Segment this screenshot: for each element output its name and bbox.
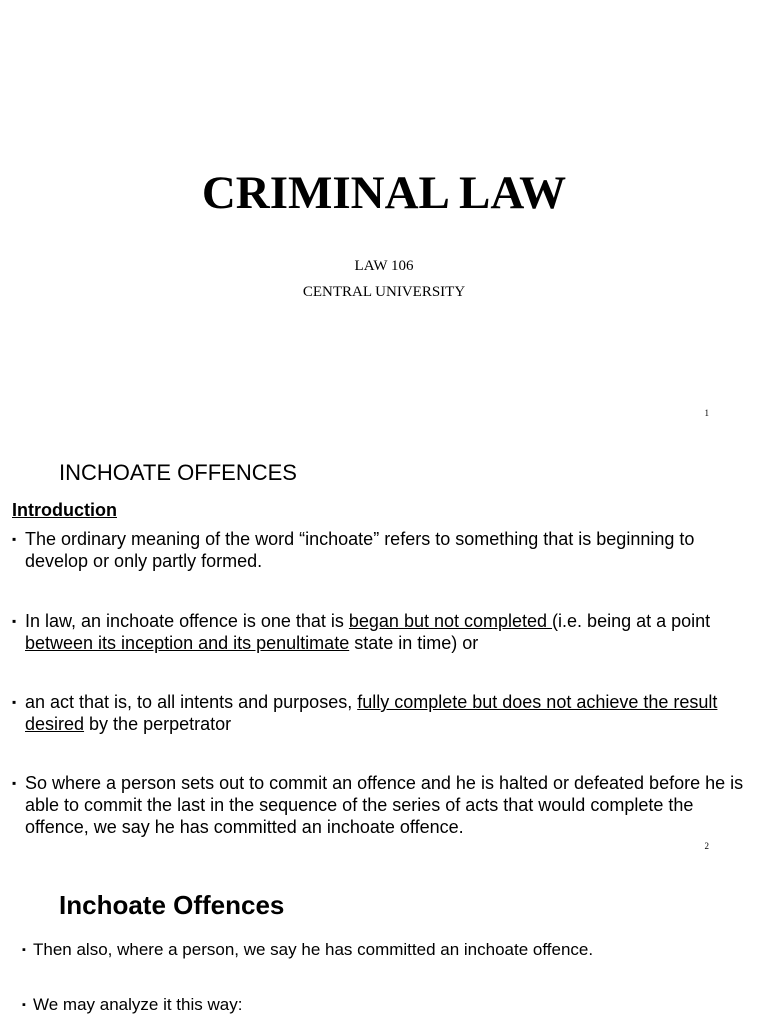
bullet-marker: ▪	[12, 614, 17, 628]
bullet-item	[12, 528, 752, 572]
bullet-text: Then also, where a person, we say he has committed an inchoate offence.	[33, 940, 594, 959]
slide-introduction	[0, 428, 768, 856]
bullet-text: In law, an inchoate offence is one that is	[25, 611, 349, 631]
bullet-item	[12, 691, 752, 735]
bullet-marker: ▪	[12, 695, 17, 709]
bullet-text: We may analyze it this way:	[33, 995, 243, 1014]
section-heading: INCHOATE OFFENCES	[59, 460, 297, 485]
bullet-text: state in time) or	[349, 633, 479, 653]
bullet-item	[12, 610, 752, 654]
bullet-text: by the perpetrator	[84, 714, 232, 734]
main-title: CRIMINAL LAW	[201, 167, 567, 219]
bullet-marker: ▪	[22, 999, 26, 1011]
course-code: LAW 106	[354, 258, 414, 274]
bullet-text: So where a person sets out to commit an offence and he is halted or defeated before he is able to commit the last in the sequence of the series of acts that would complete the offence, we say he has committed an inchoate offence.	[25, 773, 744, 837]
page-number: 2	[704, 841, 709, 851]
section-heading: Inchoate Offences	[59, 890, 285, 920]
page-number: 1	[704, 408, 709, 418]
bullet-item	[12, 772, 752, 838]
bullet-item	[22, 940, 742, 960]
bullet-item	[22, 995, 742, 1015]
underlined-phrase: fully complete but does not achieve the result desired	[25, 692, 718, 734]
bullet-text: The ordinary meaning of the word “inchoate” refers to something that is beginning to develop or only partly formed.	[25, 529, 695, 571]
slide-inchoate-offences	[0, 856, 768, 1024]
underlined-phrase: between its inception and its penultimate	[25, 633, 350, 653]
intro-label: Introduction	[12, 500, 117, 520]
bullet-marker: ▪	[12, 776, 17, 790]
bullet-marker: ▪	[22, 944, 26, 956]
slide-title	[0, 0, 768, 428]
underlined-phrase: began but not completed	[348, 611, 553, 631]
university-name: CENTRAL UNIVERSITY	[302, 284, 466, 300]
bullet-text: an act that is, to all intents and purposes,	[25, 692, 358, 712]
bullet-marker: ▪	[12, 532, 17, 546]
bullet-text: (i.e. being at a point	[552, 611, 711, 631]
